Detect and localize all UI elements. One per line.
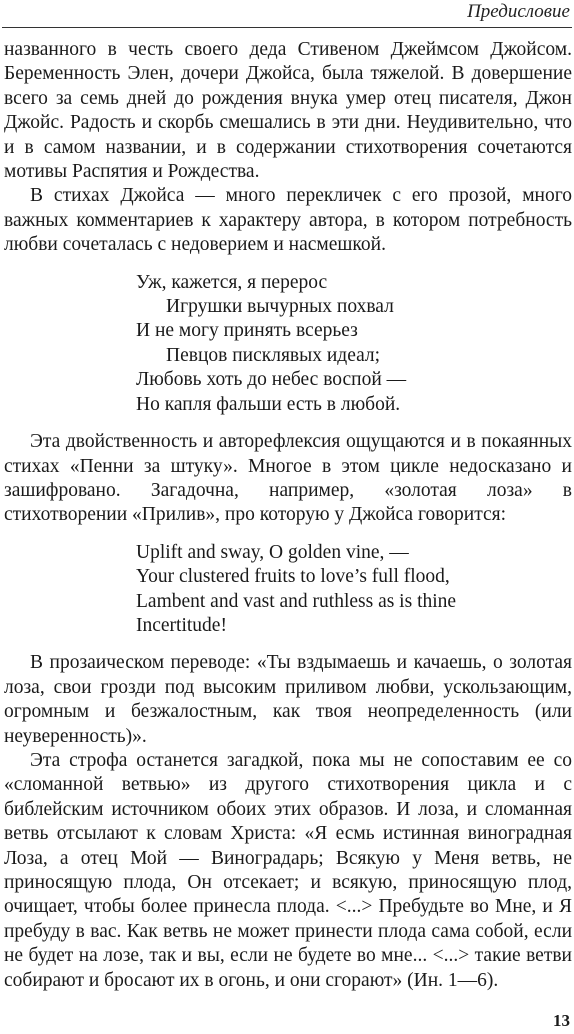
page-number: 13: [553, 1011, 570, 1030]
poem-english: [136, 541, 572, 639]
poem-line: Uplift and sway, O golden vine, —: [136, 541, 409, 563]
paragraph-1: названного в честь своего деда Стивеном Джеймсом Джойсом. Беременность Элен, дочери Джойса, была тяжелой. В довершение всего за семь дней до рождения внука умер отец писателя, Джон Джойс. Радость и скорбь смешались в эти дни. Неудивительно, что и в самом названии, и в содержании стихотворения сочетаются мотивы Распятия и Рождества.: [4, 39, 572, 183]
running-header: Предисловие: [467, 1, 570, 22]
paragraph-3: Эта двойственность и авторефлексия ощущаются и в покаянных стихах «Пенни за штуку». Многое в этом цикле недосказано и зашифровано. Загадочна, например, «золотая лоза» в стихотворении «Прилив», про которую у Джойса говорится:: [4, 431, 572, 526]
poem-line: Incertitude!: [136, 614, 227, 636]
paragraph-4: В прозаическом переводе: «Ты вздымаешь и качаешь, о золотая лоза, свои грозди под высоким приливом любви, ускользающим, огромным и безжалостным, как твоя неопределенность (или неуверенность)».: [4, 652, 572, 747]
poem-line: Но капля фальши есть в любой.: [136, 393, 401, 415]
poem-line: Певцов писклявых идеал;: [166, 344, 381, 366]
poem-line: Your clustered fruits to love’s full flood,: [136, 566, 450, 588]
paragraph-2: В стихах Джойса — много перекличек с его прозой, много важных комментариев к характеру автора, в котором потребность любви сочеталась с недоверием и насмешкой.: [4, 185, 572, 256]
poem-line: Любовь хоть до небес воспой —: [136, 369, 407, 391]
poem-line: Игрушки вычурных похвал: [166, 296, 394, 318]
poem-line: Lambent and vast and ruthless as is thine: [136, 590, 457, 612]
paragraph-5: Эта строфа останется загадкой, пока мы не сопоставим ее со «сломанной ветвью» из другого стихотворения цикла и с библейским источником обоих этих образов. И лоза, и сломанная ветвь отсылают к словам Христа: «Я есмь истинная виноградная Лоза, а отец Мой — Виноградарь; Всякую у Меня ветвь, не приносящую плода, Он отсекает; и всякую, приносящую плод, очищает, чтобы более принесла плода. <...> Пребудьте во Мне, и Я пребуду в вас. Как ветвь не может принести плода сама собой, если не будет на лозе, так и вы, если не будете во мне... <...> такие ветви собирают и бросают их в огонь, и они сгорают» (Ин. 1—6).: [4, 749, 572, 991]
poem-russian: [136, 271, 572, 417]
page-body: [4, 38, 572, 993]
poem-line: Уж, кажется, я перерос: [136, 271, 328, 293]
poem-line: И не могу принять всерьез: [136, 320, 358, 342]
header-rule: [2, 27, 572, 28]
